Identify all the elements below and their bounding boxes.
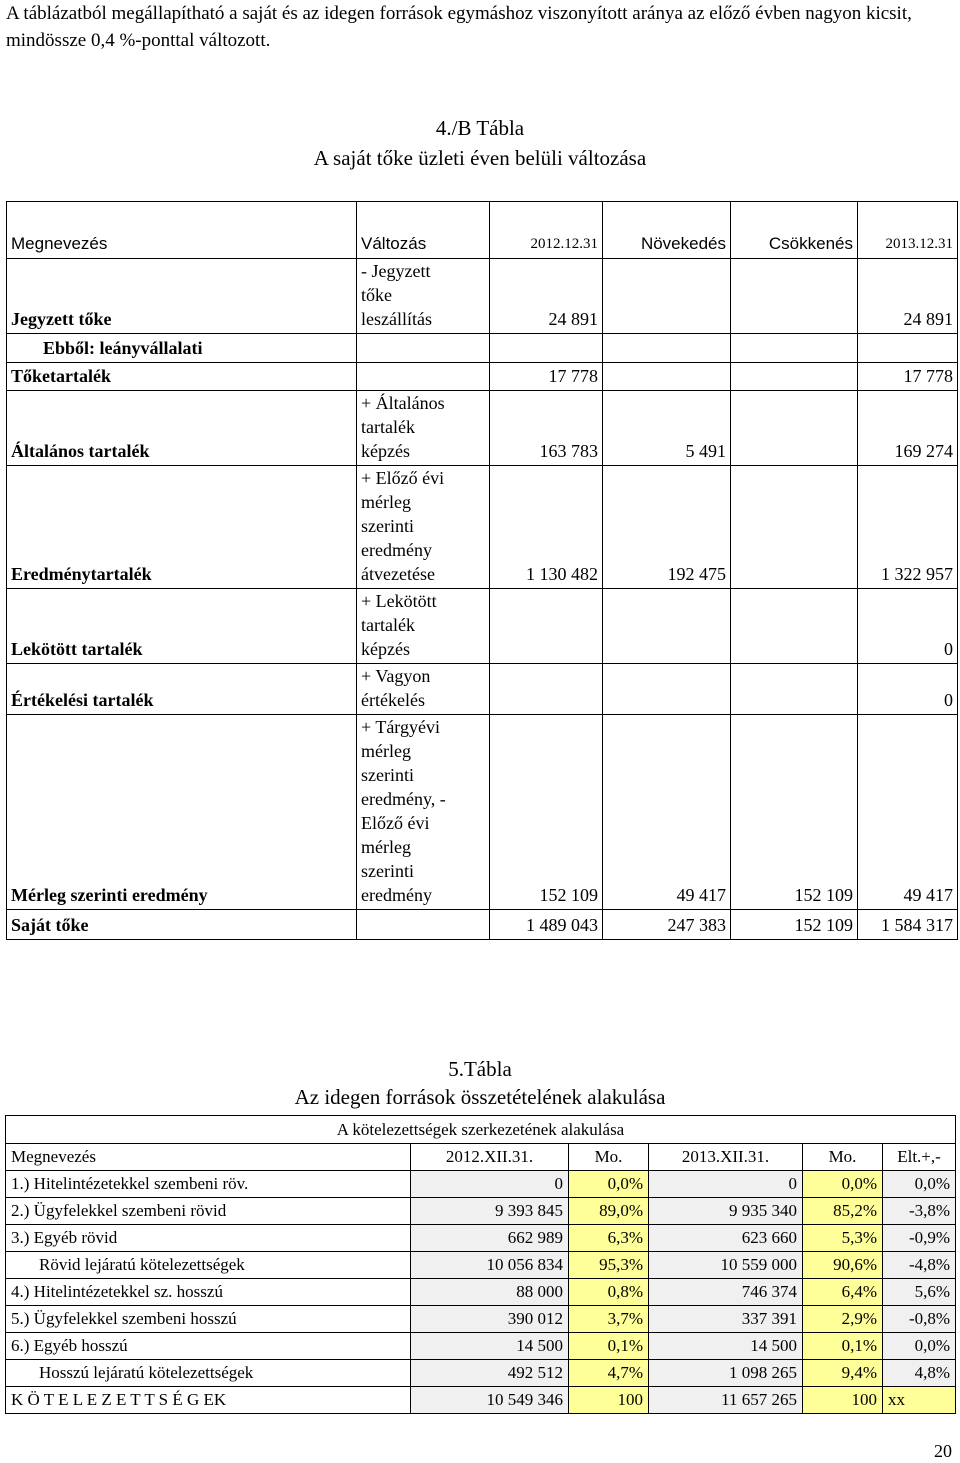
row-change: + Lekötött tartalék képzés [357, 588, 490, 663]
table4-row [7, 909, 958, 939]
table5-row [6, 1306, 956, 1333]
row-name: Tőketartalék [7, 362, 357, 390]
row-name: K Ö T E L E Z E T T S É G EK [6, 1387, 411, 1414]
header-elteres: Elt.+,- [883, 1144, 956, 1171]
value-2013: 1 322 957 [858, 465, 958, 588]
value-decrease: 152 109 [731, 714, 858, 909]
share-2013: 90,6% [803, 1252, 883, 1279]
table4-title: A saját tőke üzleti éven belüli változása [313, 146, 647, 170]
share-2012: 0,0% [569, 1171, 649, 1198]
share-difference: -0,9% [883, 1225, 956, 1252]
share-2013: 5,3% [803, 1225, 883, 1252]
table4-row [7, 390, 958, 465]
value-2013: 337 391 [649, 1306, 803, 1333]
row-change [357, 909, 490, 939]
share-2012: 0,8% [569, 1279, 649, 1306]
value-decrease [731, 465, 858, 588]
share-2012: 100 [569, 1387, 649, 1414]
value-2012: 0 [411, 1171, 569, 1198]
table5-title: Az idegen források összetételének alakulása [294, 1085, 666, 1109]
value-increase: 5 491 [603, 390, 731, 465]
value-2013: 623 660 [649, 1225, 803, 1252]
value-2013: 1 098 265 [649, 1360, 803, 1387]
table5-row [6, 1387, 956, 1414]
value-increase [603, 588, 731, 663]
value-decrease [731, 390, 858, 465]
value-2012 [490, 663, 603, 714]
row-change: + Vagyon értékelés [357, 663, 490, 714]
table4-row [7, 333, 958, 362]
row-change: + Tárgyévi mérleg szerinti eredmény, - Előző évi mérleg szerinti eredmény [357, 714, 490, 909]
table4-row [7, 714, 958, 909]
value-2013: 11 657 265 [649, 1387, 803, 1414]
share-2012: 3,7% [569, 1306, 649, 1333]
value-increase: 49 417 [603, 714, 731, 909]
share-2013: 0,0% [803, 1171, 883, 1198]
value-decrease [731, 362, 858, 390]
value-2012: 1 489 043 [490, 909, 603, 939]
share-difference: -0,8% [883, 1306, 956, 1333]
value-increase: 247 383 [603, 909, 731, 939]
row-change: + Előző évi mérleg szerinti eredmény átvezetése [357, 465, 490, 588]
share-2012: 0,1% [569, 1333, 649, 1360]
table5-row [6, 1333, 956, 1360]
value-increase [603, 258, 731, 333]
row-change [357, 362, 490, 390]
table4-spacer-row [7, 202, 958, 232]
header-2013: 2013.12.31 [858, 232, 958, 259]
value-2013: 169 274 [858, 390, 958, 465]
value-2013: 14 500 [649, 1333, 803, 1360]
header-megnevezes: Megnevezés [7, 232, 357, 259]
row-name: 1.) Hitelintézetekkel szembeni röv. [6, 1171, 411, 1198]
share-2013: 100 [803, 1387, 883, 1414]
header-2012: 2012.XII.31. [411, 1144, 569, 1171]
value-2013: 1 584 317 [858, 909, 958, 939]
value-2013 [858, 333, 958, 362]
share-difference: -4,8% [883, 1252, 956, 1279]
header-2013: 2013.XII.31. [649, 1144, 803, 1171]
row-name: 4.) Hitelintézetekkel sz. hosszú [6, 1279, 411, 1306]
value-2013: 17 778 [858, 362, 958, 390]
value-increase [603, 663, 731, 714]
value-2013: 49 417 [858, 714, 958, 909]
table4-row [7, 362, 958, 390]
liabilities-table [5, 1115, 956, 1414]
share-difference: -3,8% [883, 1198, 956, 1225]
value-2012: 9 393 845 [411, 1198, 569, 1225]
value-2012: 88 000 [411, 1279, 569, 1306]
value-2012: 163 783 [490, 390, 603, 465]
value-2012: 14 500 [411, 1333, 569, 1360]
row-name: 6.) Egyéb hosszú [6, 1333, 411, 1360]
table5-row [6, 1225, 956, 1252]
table5-row [6, 1171, 956, 1198]
value-increase: 192 475 [603, 465, 731, 588]
value-2012 [490, 333, 603, 362]
value-increase [603, 333, 731, 362]
row-name: Értékelési tartalék [7, 663, 357, 714]
table4-row [7, 258, 958, 333]
share-2012: 95,3% [569, 1252, 649, 1279]
row-name: 3.) Egyéb rövid [6, 1225, 411, 1252]
row-change [357, 333, 490, 362]
share-difference: 5,6% [883, 1279, 956, 1306]
header-novekedes: Növekedés [603, 232, 731, 259]
share-2013: 2,9% [803, 1306, 883, 1333]
share-2012: 89,0% [569, 1198, 649, 1225]
value-2013: 0 [649, 1171, 803, 1198]
value-2012: 152 109 [490, 714, 603, 909]
value-2012: 10 056 834 [411, 1252, 569, 1279]
row-name: 5.) Ügyfelekkel szembeni hosszú [6, 1306, 411, 1333]
value-2012: 390 012 [411, 1306, 569, 1333]
row-name: 2.) Ügyfelekkel szembeni rövid [6, 1198, 411, 1225]
table4-row [7, 663, 958, 714]
row-name: Mérleg szerinti eredmény [7, 714, 357, 909]
value-2012: 10 549 346 [411, 1387, 569, 1414]
row-name: Jegyzett tőke [7, 258, 357, 333]
row-change: - Jegyzett tőke leszállítás [357, 258, 490, 333]
share-2013: 9,4% [803, 1360, 883, 1387]
table5-number: 5.Tábla [448, 1057, 512, 1081]
header-mo-2013: Mo. [803, 1144, 883, 1171]
share-2012: 6,3% [569, 1225, 649, 1252]
table5-subtitle: A kötelezettségek szerkezetének alakulása [6, 1116, 956, 1144]
share-difference: 0,0% [883, 1333, 956, 1360]
header-2012: 2012.12.31 [490, 232, 603, 259]
row-name: Lekötött tartalék [7, 588, 357, 663]
equity-change-table [6, 201, 958, 940]
share-difference: xx [883, 1387, 956, 1414]
value-2013: 9 935 340 [649, 1198, 803, 1225]
page-number: 20 [934, 1441, 952, 1461]
table5-header-row [6, 1144, 956, 1171]
table4-header-row [7, 232, 958, 259]
table5-row [6, 1252, 956, 1279]
value-2013: 0 [858, 663, 958, 714]
row-name: Eredménytartalék [7, 465, 357, 588]
share-2013: 0,1% [803, 1333, 883, 1360]
row-name: Rövid lejáratú kötelezettségek [6, 1252, 411, 1279]
share-2013: 6,4% [803, 1279, 883, 1306]
row-name: Általános tartalék [7, 390, 357, 465]
value-2012: 662 989 [411, 1225, 569, 1252]
row-name: Saját tőke [7, 909, 357, 939]
header-mo-2012: Mo. [569, 1144, 649, 1171]
value-2013: 10 559 000 [649, 1252, 803, 1279]
value-decrease [731, 663, 858, 714]
table4-row [7, 588, 958, 663]
row-change: + Általános tartalék képzés [357, 390, 490, 465]
value-decrease [731, 258, 858, 333]
value-increase [603, 362, 731, 390]
value-decrease [731, 333, 858, 362]
share-difference: 0,0% [883, 1171, 956, 1198]
value-2012: 492 512 [411, 1360, 569, 1387]
header-valtozas: Változás [357, 232, 490, 259]
value-decrease [731, 588, 858, 663]
table5-row [6, 1360, 956, 1387]
value-2013: 24 891 [858, 258, 958, 333]
value-decrease: 152 109 [731, 909, 858, 939]
intro-paragraph: A táblázatból megállapítható a saját és az idegen források egymáshoz viszonyított aránya az előző évben nagyon kicsit, mindössze 0,4 %-ponttal változott. [6, 3, 912, 51]
share-difference: 4,8% [883, 1360, 956, 1387]
value-2012: 24 891 [490, 258, 603, 333]
header-csokkenes: Csökkenés [731, 232, 858, 259]
share-2012: 4,7% [569, 1360, 649, 1387]
value-2012 [490, 588, 603, 663]
table4-row [7, 465, 958, 588]
value-2012: 17 778 [490, 362, 603, 390]
row-name: Ebből: leányvállalati [7, 333, 357, 362]
table5-subtitle-row [6, 1116, 956, 1144]
table4-number: 4./B Tábla [435, 116, 525, 140]
value-2012: 1 130 482 [490, 465, 603, 588]
share-2013: 85,2% [803, 1198, 883, 1225]
table5-row [6, 1279, 956, 1306]
header-megnevezes: Megnevezés [6, 1144, 411, 1171]
value-2013: 746 374 [649, 1279, 803, 1306]
row-name: Hosszú lejáratú kötelezettségek [6, 1360, 411, 1387]
value-2013: 0 [858, 588, 958, 663]
table5-row [6, 1198, 956, 1225]
